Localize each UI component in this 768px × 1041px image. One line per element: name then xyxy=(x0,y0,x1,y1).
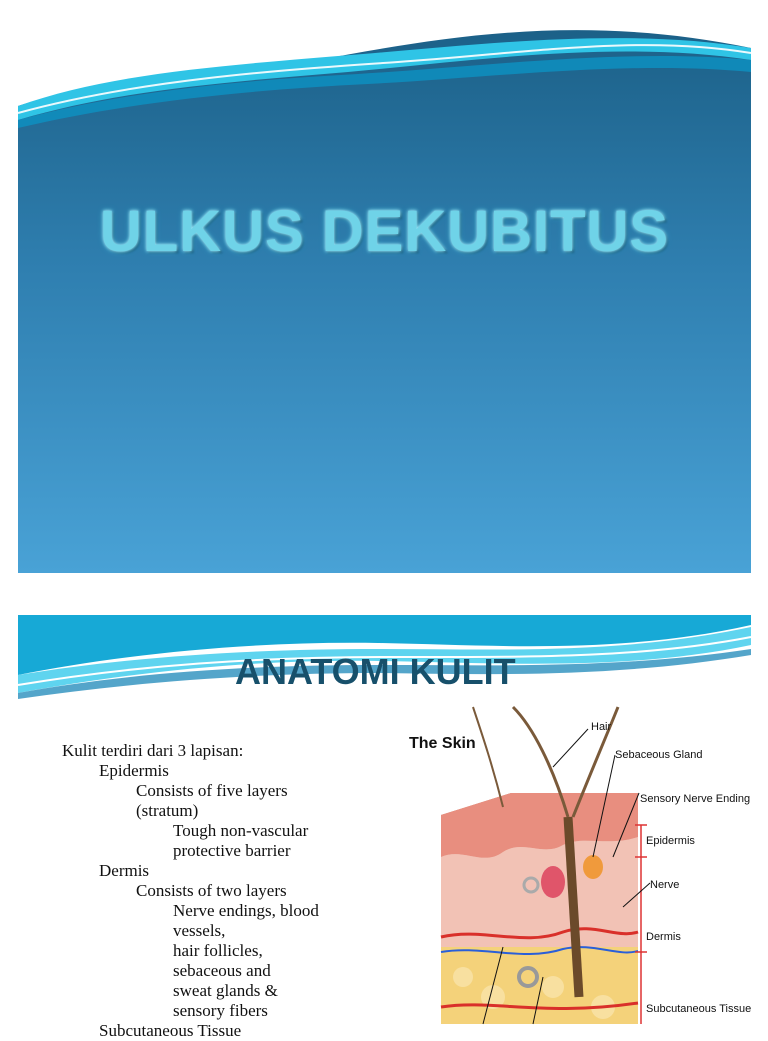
label-sebaceous-gland: Sebaceous Gland xyxy=(615,749,703,761)
text-line: Consists of two layers xyxy=(136,881,287,900)
text-line: Epidermis xyxy=(99,761,169,780)
text-line: sensory fibers xyxy=(173,1001,268,1020)
text-line: protective barrier xyxy=(173,841,291,860)
slide-title: ULKUS DEKUBITUS xyxy=(99,199,670,264)
title-slide xyxy=(18,20,751,573)
bullet-list xyxy=(62,741,402,1041)
text-line: hair follicles, xyxy=(173,941,263,960)
label-hair: Hair xyxy=(591,721,612,733)
label-dermis: Dermis xyxy=(646,931,681,943)
label-nerve: Nerve xyxy=(650,879,680,891)
text-line: sebaceous and xyxy=(173,961,271,980)
text-line: vessels, xyxy=(173,921,226,940)
text-line: Subcutaneous Tissue xyxy=(99,1021,242,1040)
text-line: Dermis xyxy=(99,861,150,880)
label-epidermis: Epidermis xyxy=(646,835,695,847)
slide-title: ANATOMI KULIT xyxy=(235,651,516,692)
figure-title: The Skin xyxy=(409,735,476,752)
wave-header-decoration xyxy=(18,20,751,130)
text-line: Tough non-vascular xyxy=(173,821,309,840)
text-line: Consists of five layers xyxy=(136,781,288,800)
anatomy-slide xyxy=(18,615,752,1040)
text-line: sweat glands & xyxy=(173,981,278,1000)
text-line: Nerve endings, blood xyxy=(173,901,319,920)
label-sensory-nerve-ending: Sensory Nerve Ending xyxy=(640,793,751,805)
skin-diagram xyxy=(403,707,751,1024)
text-line: Kulit terdiri dari 3 lapisan: xyxy=(62,741,244,760)
text-line: (stratum) xyxy=(136,801,199,820)
label-subcutaneous-tissue: Subcutaneous Tissue xyxy=(646,1003,752,1015)
